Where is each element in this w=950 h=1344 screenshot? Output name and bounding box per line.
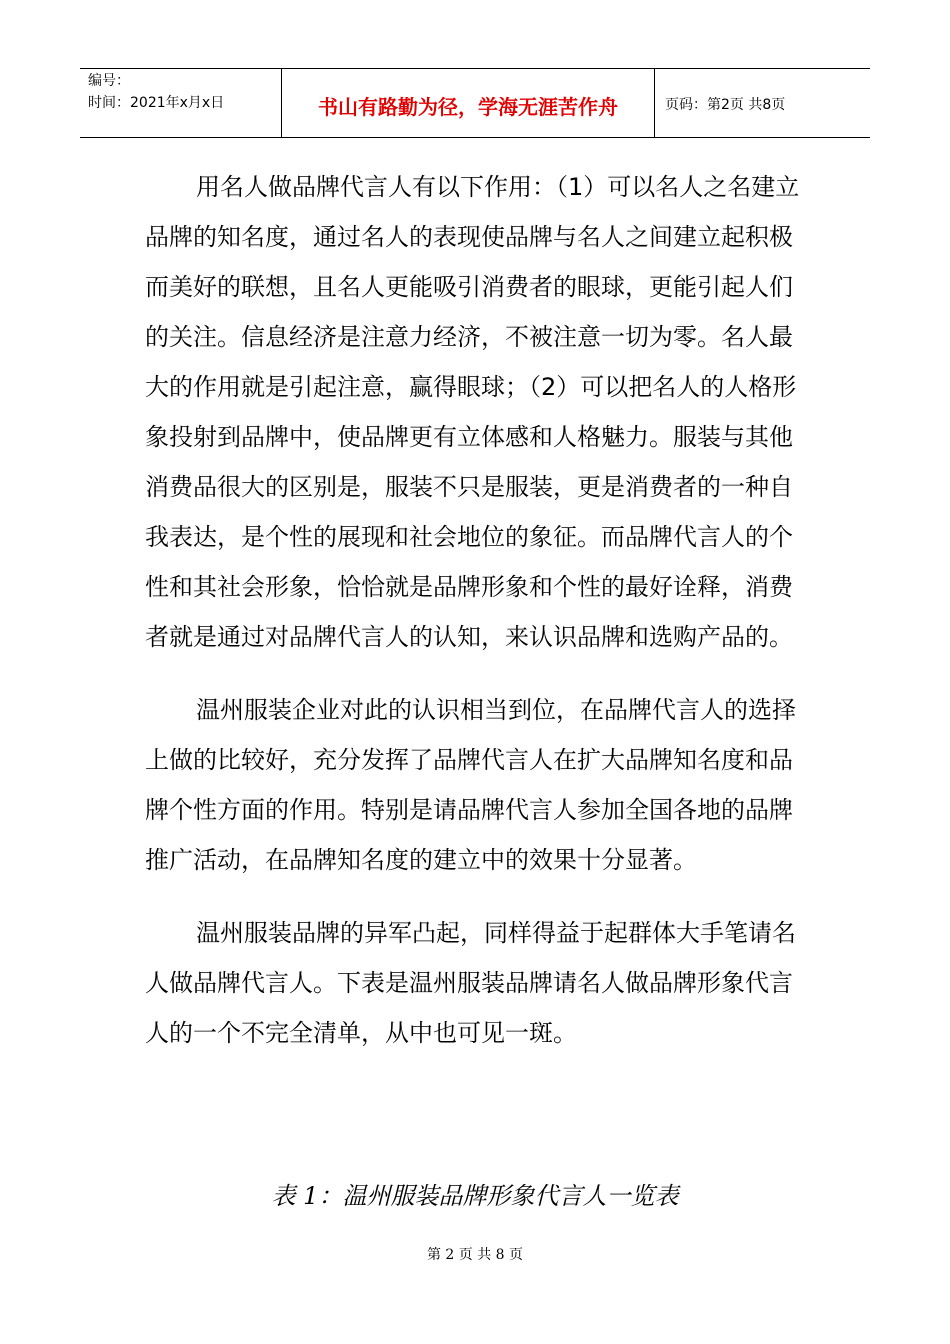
paragraph-2: 温州服装企业对此的认识相当到位，在品牌代言人的选择上做的比较好，充分发挥了品牌代言人在扩大品牌知名度和品牌个性方面的作用。特别是请品牌代言人参加全国各地的品牌推广活动，在品牌知名度的建立中的效果十分显著。	[145, 696, 796, 874]
time-label: 时间：2021年x月x日	[88, 95, 225, 111]
page-footer: 第 2 页 共 8 页	[426, 1247, 524, 1263]
table-caption: 表 1：温州服装品牌形象代言人一览表	[271, 1182, 679, 1210]
paragraph-3: 温州服装品牌的异军凸起，同样得益于起群体大手笔请名人做品牌代言人。下表是温州服装品牌请名人做品牌形象代言人的一个不完全清单，从中也可见一斑。	[145, 919, 796, 1047]
paragraph-1: 用名人做品牌代言人有以下作用：（1）可以名人之名建立品牌的知名度，通过名人的表现使品牌与名人之间建立起积极而美好的联想，且名人更能吸引消费者的眼球，更能引起人们的关注。信息经济是注意力经济，不被注意一切为零。名人最大的作用就是引起注意，赢得眼球；（2）可以把名人的人格形象投射到品牌中，使品牌更有立体感和人格魅力。服装与其他消费品很大的区别是，服装不只是服装，更是消费者的一种自我表达，是个性的展现和社会地位的象征。而品牌代言人的个性和其社会形象，恰恰就是品牌形象和个性的最好诠释，消费者就是通过对品牌代言人的认知，来认识品牌和选购产品的。	[145, 173, 800, 651]
page-info-text: 页码：第2页 共8页	[665, 97, 786, 113]
motto-text: 书山有路勤为径，学海无涯苦作舟	[318, 94, 618, 119]
document-body	[145, 162, 805, 1058]
header-motto	[282, 69, 655, 137]
header-meta	[80, 69, 282, 137]
header-page-info	[655, 69, 870, 137]
number-label: 编号：	[88, 73, 130, 89]
document-header	[80, 68, 870, 138]
